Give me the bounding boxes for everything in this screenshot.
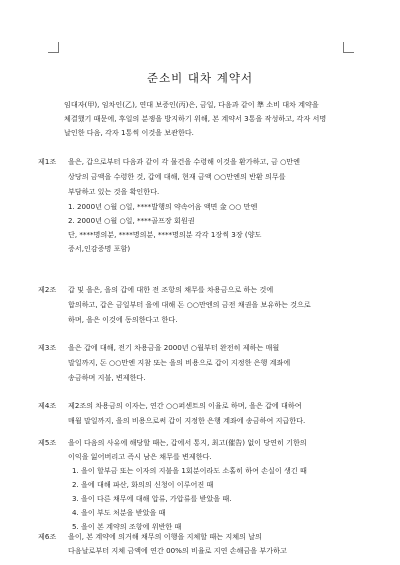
intro-line: 체결했기 때문에, 후일의 분쟁을 방지하기 위해, 본 계약서 3통을 작성하고, 각자 서명 [64, 114, 327, 123]
article-text: 상당의 금액을 수령한 것, 갑에 대해, 현재 금액 ○○만엔의 반환 의무를 [68, 172, 286, 181]
article-text: 송금하며 지불, 변제한다. [68, 373, 146, 382]
article-text: 을은 갑에 대해, 전기 차용금을 2000년 ○월부터 완전히 제하는 매월 [68, 343, 280, 352]
intro-line: 날인한 다음, 각자 1통씩 이것을 보관한다. [64, 128, 194, 137]
article-text: 말일까지, 돈 ○○만엔 지참 또는 을의 비용으로 갑이 지정한 은행 계좌에 [68, 358, 291, 367]
list-item: 4. 을이 부도 처분을 받았을 때 [72, 508, 166, 517]
list-item: 단, ****명의분, ****명의분, ****명의분 각각 1장씩 3장 (양도 [68, 230, 262, 239]
list-item: 5. 을이 본 계약의 조항에 위반한 때 [72, 522, 182, 531]
article-text: 부담하고 있는 것을 확인한다. [68, 187, 160, 196]
document-title: 준소비 대차 계약서 [146, 71, 254, 85]
article-text: 갑 및 을은, 을의 갑에 대한 전 조항의 채무를 차용금으로 하는 것에 [68, 285, 274, 294]
article-text: 을이, 본 계약에 의거해 채무의 이행을 지체할 때는 지체의 날의 [68, 532, 262, 541]
list-item: 2. 2000년 ○월 ○일, ****골프장 회원권 [68, 216, 195, 225]
page-corner-mark-right [343, 42, 354, 53]
article-text: 하며, 을은 이것에 동의한다고 한다. [68, 315, 178, 324]
article-label: 제2조 [38, 285, 57, 294]
article-text: 을이 다음의 사유에 해당할 때는, 갑에서 통지, 최고(催告) 없이 당연히 기한의 [68, 438, 307, 447]
article-text: 이익을 잃어버리고 즉시 남은 채무를 변제한다. [68, 452, 212, 461]
article-text: 합의하고, 갑은 금일부터 을에 대해 돈 ○○만엔의 금전 채권을 보유하는 것으로 [68, 300, 311, 309]
article-label: 제6조 [38, 532, 57, 541]
article-text: 매월 말일까지, 을의 비용으로써 갑이 지정한 은행 계좌에 송금하여 지급한다. [68, 416, 306, 425]
article-text: 제2조의 차용금의 이자는, 연간 ○○퍼센트의 이율로 하며, 을은 갑에 대하여 [68, 401, 302, 410]
page-corner-mark-left [48, 42, 59, 53]
list-item: 1. 을이 할부금 또는 이자의 지불을 1회분이라도 소홀히 하여 손실이 생긴 때 [72, 466, 307, 475]
article-label: 제3조 [38, 343, 57, 352]
article-label: 제4조 [38, 401, 57, 410]
article-text: 을은, 갑으로부터 다음과 같이 각 물건을 수령해 이것을 환가하고, 금 ○만엔 [68, 157, 300, 166]
list-item: 1. 2000년 ○월 ○일, ****발행의 약속어음 액면 金 ○○ 만엔 [68, 202, 258, 211]
list-item: 2. 을에 대해 파산, 화의의 신청이 이루어진 때 [72, 480, 214, 489]
list-item: 증서,인감증명 포함) [68, 244, 131, 253]
article-text: 다음날로부터 지체 금액에 연간 00%의 비율로 지연 손해금을 부가하고 [68, 546, 287, 555]
list-item: 3. 을이 다른 채무에 대해 압류, 가압류를 받았을 때. [72, 494, 232, 503]
article-label: 제1조 [38, 157, 57, 166]
intro-line: 임대자(甲), 임차인(乙), 연대 보증인(丙)은, 금일, 다음과 같이 準 소비 대차 계약을 [64, 100, 319, 109]
article-label: 제5조 [38, 438, 57, 447]
